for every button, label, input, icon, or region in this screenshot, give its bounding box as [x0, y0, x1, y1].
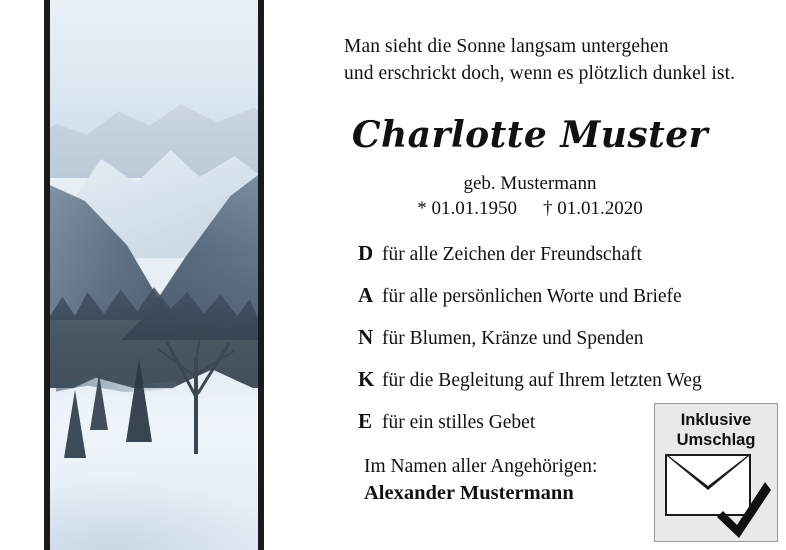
thanks-letter: A: [358, 283, 374, 307]
thanks-row: [358, 325, 778, 347]
thanks-letter: K: [358, 367, 375, 391]
thanks-text: für alle Zeichen der Freundschaft: [382, 244, 642, 265]
photo-panel: [44, 0, 264, 550]
thanks-letter: D: [358, 241, 374, 265]
thanks-text: für alle persönlichen Worte und Briefe: [382, 286, 682, 307]
badge-line-2: Umschlag: [676, 431, 756, 449]
thanks-text: für die Begleitung auf Ihrem letzten Weg: [382, 370, 702, 391]
badge-title: [655, 404, 777, 452]
life-dates: [300, 198, 786, 220]
badge-line-1: Inklusive: [680, 411, 752, 429]
thanks-text: für Blumen, Kränze und Spenden: [382, 328, 644, 349]
photo-conifer-tree: [64, 390, 86, 458]
quote-line-2: und erschrickt doch, wenn es plötzlich dunkel ist.: [344, 63, 736, 84]
thanks-row: [358, 283, 778, 305]
thanks-row: [358, 241, 778, 263]
inclusive-envelope-badge: [654, 403, 778, 542]
thanks-letter: E: [358, 409, 373, 433]
closing-block: [364, 453, 597, 507]
thanks-letter: N: [358, 325, 374, 349]
photo-conifer-tree: [126, 358, 152, 442]
closing-line: Im Namen aller Angehörigen:: [364, 456, 598, 477]
deceased-name: Charlotte Muster: [351, 114, 709, 156]
death-date: † 01.01.2020: [543, 198, 643, 219]
photo-bare-tree: [154, 314, 240, 454]
maiden-name: geb. Mustermann: [463, 173, 597, 194]
checkmark-icon: [717, 480, 771, 538]
birth-date: * 01.01.1950: [417, 198, 517, 219]
badge-artwork: [665, 454, 767, 532]
winter-mountain-landscape-photo: [50, 0, 258, 550]
thanks-text: für ein stilles Gebet: [382, 412, 536, 433]
signature-name: Alexander Mustermann: [364, 482, 574, 504]
quote-block: [344, 33, 735, 87]
quote-line-1: Man sieht die Sonne langsam untergehen: [344, 36, 669, 57]
thanks-row: [358, 367, 778, 389]
photo-conifer-tree: [90, 374, 108, 430]
